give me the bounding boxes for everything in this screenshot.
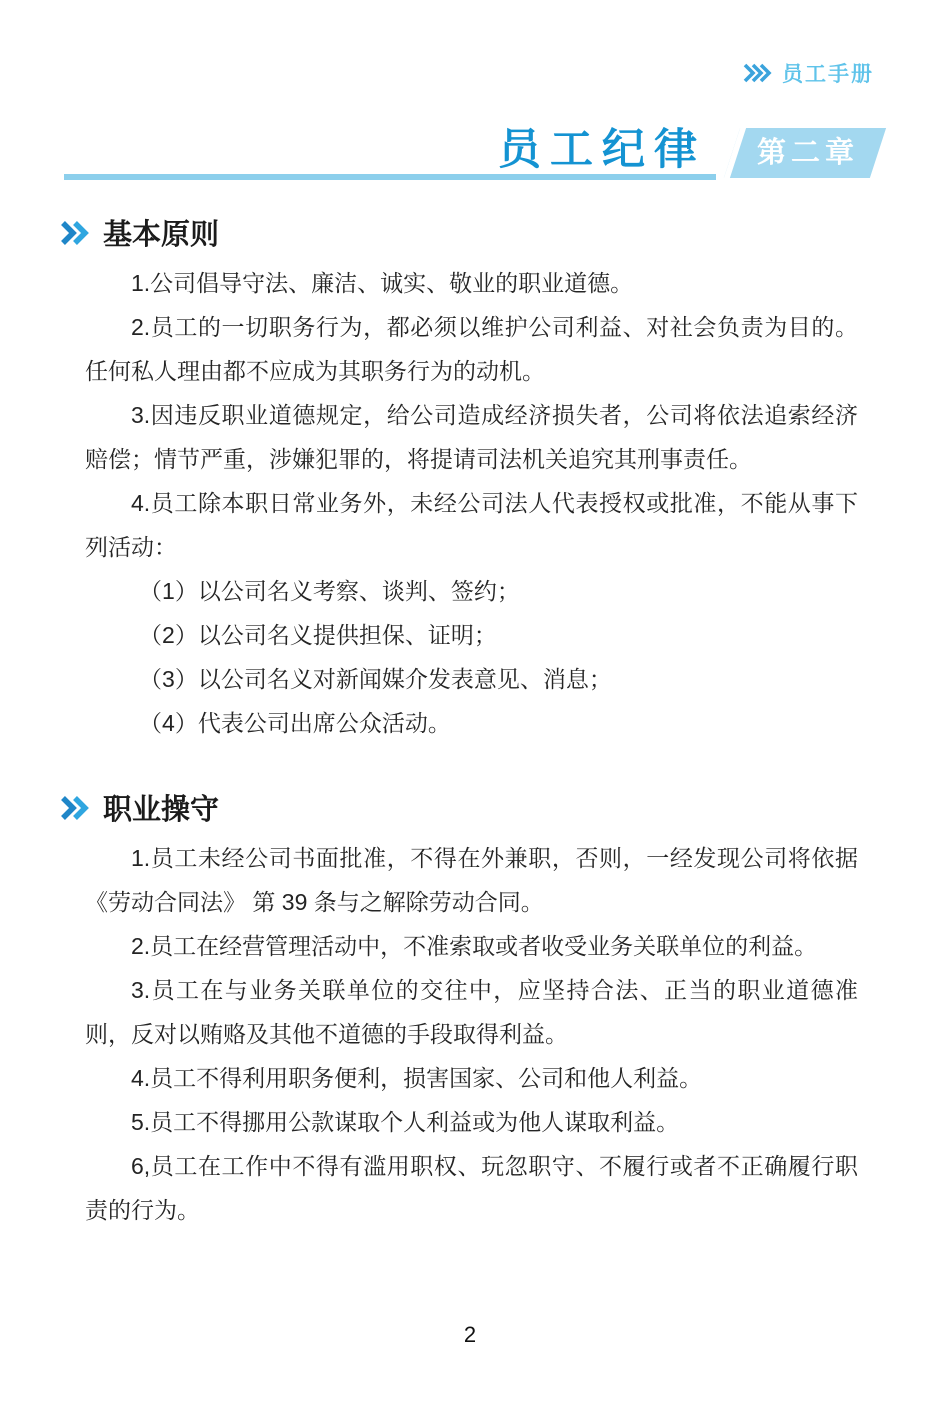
page-footer (0, 1322, 940, 1348)
section-body (85, 261, 858, 745)
section-heading (60, 787, 940, 828)
paragraph: 1.公司倡导守法、廉洁、诚实、敬业的职业道德。 (131, 270, 634, 296)
paragraph: 4.员工不得利用职务便利，损害国家、公司和他人利益。 (131, 1065, 703, 1091)
paragraph: 6,员工在工作中不得有滥用职权、玩忽职守、不履行或者不正确履行职责的行为。 (85, 1153, 858, 1223)
section-professional-ethics (0, 787, 940, 1232)
triple-chevron-icon (743, 63, 777, 83)
list-item: （3）以公司名义对新闻媒介发表意见、消息； (139, 666, 612, 692)
paragraph: 3.员工在与业务关联单位的交往中，应坚持合法、正当的职业道德准则，反对以贿赂及其他不道德的手段取得利益。 (85, 977, 858, 1047)
chapter-badge (724, 128, 886, 178)
section-heading (60, 212, 940, 253)
section-body (85, 836, 858, 1232)
list-item: （1）以公司名义考察、谈判、签约； (139, 578, 520, 604)
section-heading-label: 职业操守 (103, 794, 220, 826)
paragraph: 5.员工不得挪用公款谋取个人利益或为他人谋取利益。 (131, 1109, 680, 1135)
page-number: 2 (463, 1322, 477, 1347)
brand-label: 员工手册 (782, 63, 874, 86)
paragraph: 1.员工未经公司书面批准，不得在外兼职，否则，一经发现公司将依据《劳动合同法》 第 39 条与之解除劳动合同。 (85, 845, 858, 915)
list-item: （4）代表公司出席公众活动。 (139, 710, 451, 736)
section-heading-label: 基本原则 (103, 219, 220, 251)
chapter-header (0, 112, 940, 180)
section-basic-principles (0, 212, 940, 745)
list-item: （2）以公司名义提供担保、证明； (139, 622, 497, 648)
paragraph: 3.因违反职业道德规定，给公司造成经济损失者，公司将依法追索经济赔偿；情节严重，涉嫌犯罪的，将提请司法机关追究其刑事责任。 (85, 402, 858, 472)
handbook-brand (0, 0, 940, 88)
paragraph: 4.员工除本职日常业务外，未经公司法人代表授权或批准，不能从事下列活动： (85, 490, 858, 560)
double-chevron-icon (60, 794, 92, 822)
chapter-badge-label: 第二章 (756, 137, 859, 169)
chapter-title: 员工纪律 (498, 126, 706, 174)
paragraph: 2.员工在经营管理活动中，不准索取或者收受业务关联单位的利益。 (131, 933, 818, 959)
paragraph: 2.员工的一切职务行为，都必须以维护公司利益、对社会负责为目的。任何私人理由都不应成为其职务行为的动机。 (85, 314, 858, 384)
double-chevron-icon (60, 219, 92, 247)
